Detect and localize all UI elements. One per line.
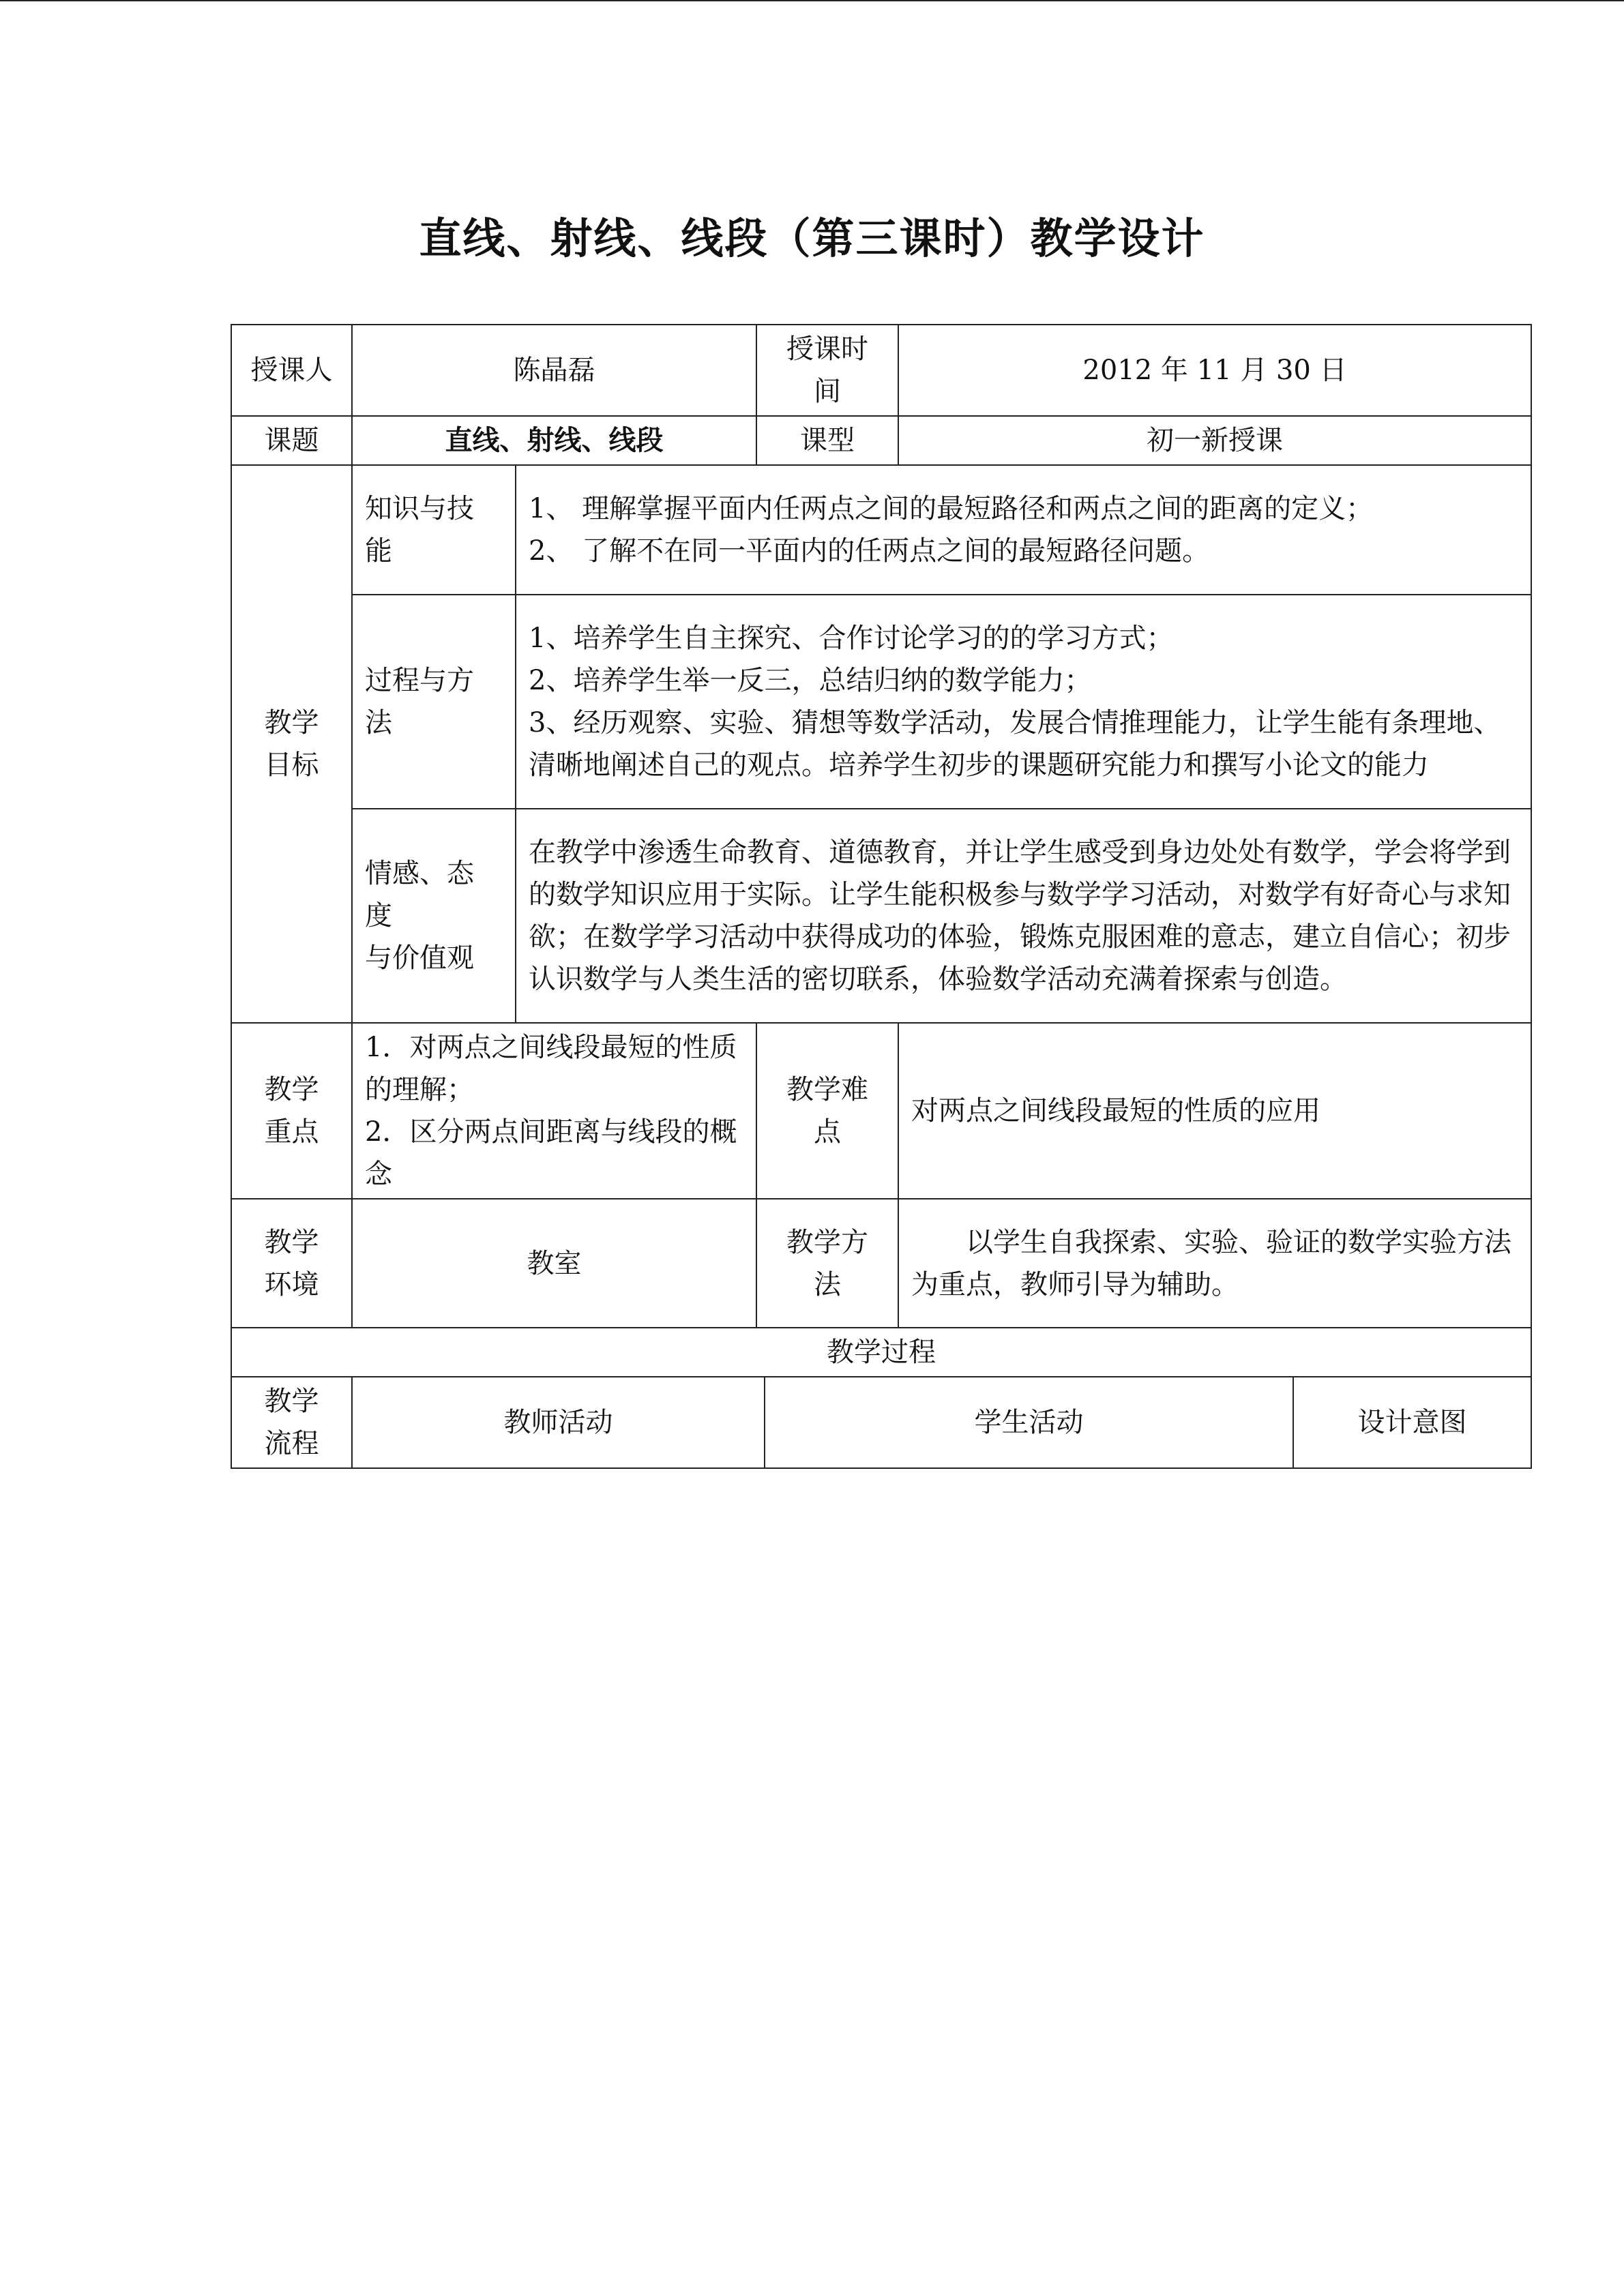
emotion-content: 在教学中渗透生命教育、道德教育，并让学生感受到身边处处有数学，学会将学到的数学知识应用于实际。让学生能积极参与数学学习活动，对数学有好奇心与求知欲；在数学学习活动中获得成功的体验，锻炼克服困难的意志，建立自信心；初步认识数学与人类生活的密切联系，体验数学活动充满着探索与创造。 — [516, 809, 1531, 1023]
student-activity-header: 学生活动 — [765, 1377, 1293, 1468]
goal-emotion-row — [231, 809, 1531, 1023]
key-point-item: 2．区分两点间距离与线段的概念 — [365, 1116, 737, 1190]
process-item: 3、经历观察、实验、猜想等数学活动，发展合情推理能力，让学生能有条理地、清晰地阐述自己的观点。培养学生初步的课题研究能力和撰写小论文的能力 — [529, 707, 1501, 781]
key-point-item: 1．对两点之间线段最短的性质的理解； — [365, 1032, 737, 1105]
time-label: 授课时 间 — [756, 325, 898, 416]
emotion-label: 情感、态 度 与价值观 — [352, 809, 516, 1023]
teacher-name: 陈晶磊 — [352, 325, 756, 416]
key-points-content — [352, 1023, 756, 1199]
method-content: 以学生自我探索、实验、验证的数学实验方法为重点，教师引导为辅助。 — [898, 1199, 1531, 1328]
environment-label: 教学 环境 — [231, 1199, 352, 1328]
teacher-label: 授课人 — [231, 325, 352, 416]
teacher-activity-header: 教师活动 — [352, 1377, 765, 1468]
difficulty-label: 教学难 点 — [756, 1023, 898, 1199]
topic-row — [231, 416, 1531, 465]
method-label: 教学方 法 — [756, 1199, 898, 1328]
goals-label: 教学 目标 — [231, 465, 352, 1023]
environment-value: 教室 — [352, 1199, 756, 1328]
teacher-row — [231, 325, 1531, 416]
goal-knowledge-row — [231, 465, 1531, 595]
lesson-plan-table — [231, 324, 1532, 1469]
type-value: 初一新授课 — [898, 416, 1531, 465]
process-heading: 教学过程 — [231, 1328, 1531, 1377]
difficulty-content: 对两点之间线段最短的性质的应用 — [898, 1023, 1531, 1199]
topic-label: 课题 — [231, 416, 352, 465]
knowledge-item: 1、 理解掌握平面内任两点之间的最短路径和两点之间的距离的定义； — [529, 493, 1374, 524]
process-content — [516, 595, 1531, 809]
flow-label: 教学 流程 — [231, 1377, 352, 1468]
key-points-label: 教学 重点 — [231, 1023, 352, 1199]
goal-process-row — [231, 595, 1531, 809]
environment-row — [231, 1199, 1531, 1328]
process-item: 1、培养学生自主探究、合作讨论学习的的学习方式； — [529, 623, 1174, 654]
flow-header-row — [231, 1377, 1531, 1468]
process-heading-row — [231, 1328, 1531, 1377]
process-label: 过程与方 法 — [352, 595, 516, 809]
knowledge-label: 知识与技 能 — [352, 465, 516, 595]
top-border-line — [0, 0, 1624, 1]
type-label: 课型 — [756, 416, 898, 465]
knowledge-content — [516, 465, 1531, 595]
lesson-date: 2012 年 11 月 30 日 — [898, 325, 1531, 416]
document-title: 直线、射线、线段（第三课时）教学设计 — [419, 213, 1205, 263]
topic-value: 直线、射线、线段 — [352, 416, 756, 465]
process-item: 2、培养学生举一反三，总结归纳的数学能力； — [529, 665, 1092, 696]
knowledge-item: 2、 了解不在同一平面内的任两点之间的最短路径问题。 — [529, 535, 1210, 567]
design-intent-header: 设计意图 — [1293, 1377, 1531, 1468]
key-points-row — [231, 1023, 1531, 1199]
